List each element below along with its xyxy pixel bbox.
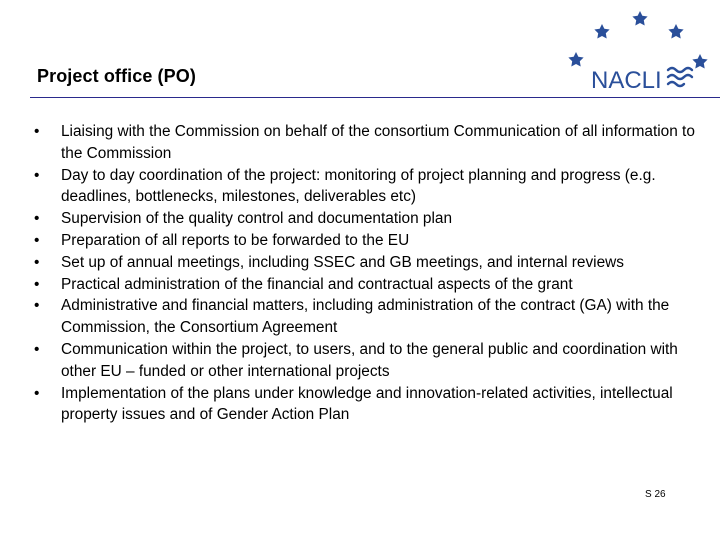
nacli-logo-graphic: [560, 8, 710, 98]
list-item: • Liaising with the Commission on behalf of the consortium Communication of all information to the Commission: [28, 121, 708, 165]
logo-text: NACLI: [591, 67, 662, 94]
wave-logo-icon: [668, 68, 692, 86]
list-item: • Practical administration of the financial and contractual aspects of the grant: [28, 274, 708, 296]
slide-title: Project office (PO): [37, 66, 196, 86]
list-item: • Implementation of the plans under knowledge and innovation-related activities, intellectual property issues and of Gender Action Plan: [28, 383, 708, 427]
list-item: • Day to day coordination of the project: monitoring of project planning and progress (e.g. deadlines, bottlenecks, milestones, deliverables etc): [28, 165, 708, 209]
bullet-list: [28, 121, 708, 426]
star-icon: [594, 24, 609, 38]
list-item: • Communication within the project, to users, and to the general public and coordination with other EU – funded or other international projects: [28, 339, 708, 383]
star-icon: [668, 24, 683, 38]
page-number: S 26: [645, 489, 666, 500]
star-icon: [632, 11, 647, 25]
nacli-logo: [560, 8, 710, 98]
list-item: • Preparation of all reports to be forwarded to the EU: [28, 230, 708, 252]
star-icon: [568, 52, 583, 66]
star-icon: [692, 54, 707, 68]
list-item: • Administrative and financial matters, including administration of the contract (GA) with the Commission, the Consortium Agreement: [28, 295, 708, 339]
list-item: • Set up of annual meetings, including SSEC and GB meetings, and internal reviews: [28, 252, 708, 274]
list-item: • Supervision of the quality control and documentation plan: [28, 208, 708, 230]
